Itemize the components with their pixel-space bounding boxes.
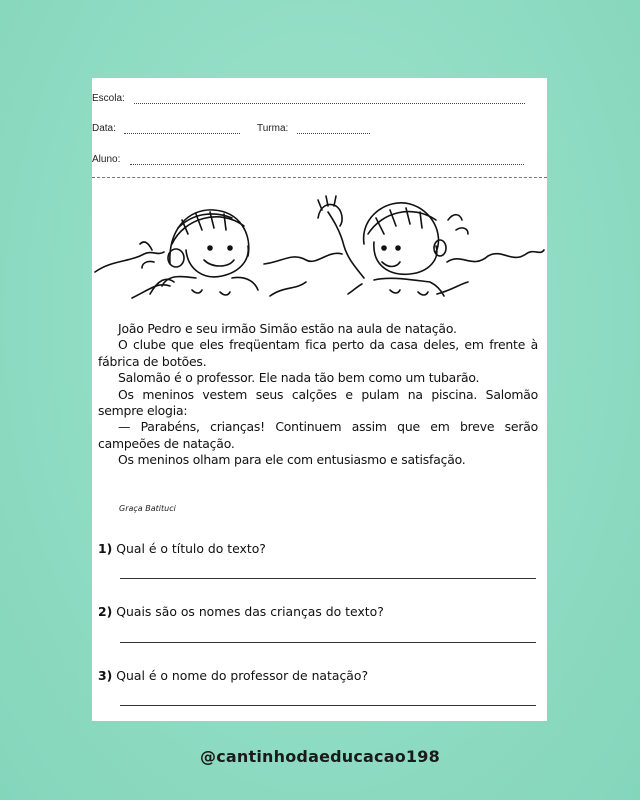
question-number: 3) xyxy=(98,668,113,683)
date-blank[interactable] xyxy=(124,133,240,134)
story-line: — Parabéns, crianças! Continuem assim que em breve serão campeões de natação. xyxy=(98,419,538,451)
story-line: João Pedro e seu irmão Simão estão na aula de natação. xyxy=(118,321,457,336)
story-line: O clube que eles freqüentam fica perto da casa deles, em frente à fábrica de botões. xyxy=(98,337,538,369)
class-blank[interactable] xyxy=(297,133,370,134)
question-2 xyxy=(98,604,384,619)
story-line: Os meninos olham para ele com entusiasmo e satisfação. xyxy=(118,452,466,468)
author-credit: Graça Batituci xyxy=(119,504,176,513)
date-label: Data: xyxy=(92,123,116,134)
class-label: Turma: xyxy=(257,123,289,134)
swimming-boys-illustration xyxy=(92,190,547,315)
story-line: Os meninos vestem seus calções e pulam na piscina. Salomão sempre elogia: xyxy=(98,386,538,419)
cut-line xyxy=(92,177,547,178)
question-text: Quais são os nomes das crianças do texto? xyxy=(116,604,384,619)
answer-line-1[interactable] xyxy=(120,578,536,579)
answer-line-2[interactable] xyxy=(120,642,536,643)
question-text: Qual é o nome do professor de natação? xyxy=(116,668,369,683)
question-3 xyxy=(98,668,368,683)
school-blank[interactable] xyxy=(134,103,525,104)
school-label: Escola: xyxy=(92,93,125,104)
answer-line-3[interactable] xyxy=(120,705,536,706)
question-text: Qual é o título do texto? xyxy=(116,541,266,556)
student-label: Aluno: xyxy=(92,154,121,165)
story-line: Salomão é o professor. Ele nada tão bem como um tubarão. xyxy=(118,370,480,386)
social-handle: @cantinhodaeducacao198 xyxy=(200,747,440,766)
question-1 xyxy=(98,541,266,556)
story-text xyxy=(98,321,538,469)
worksheet xyxy=(92,78,547,721)
question-number: 2) xyxy=(98,604,113,619)
student-blank[interactable] xyxy=(130,164,524,165)
question-number: 1) xyxy=(98,541,113,556)
